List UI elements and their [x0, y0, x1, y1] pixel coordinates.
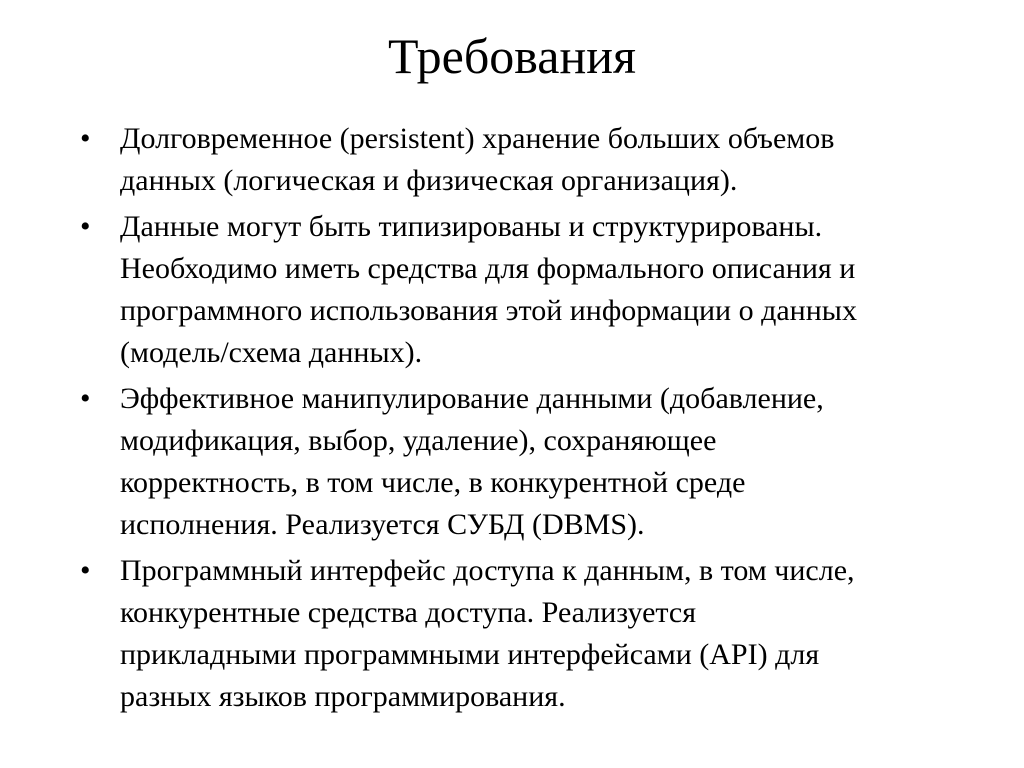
- bullet-icon: •: [80, 554, 91, 587]
- bullet-text: Данные могут быть типизированы и структурированы. Необходимо иметь средства для формального описания и программного использования этой информации о данных (модель/схема данных).: [120, 210, 857, 369]
- bullet-item: [80, 206, 980, 374]
- bullet-list: [80, 118, 980, 722]
- slide-title: Требования: [388, 28, 636, 84]
- bullet-icon: •: [80, 122, 91, 155]
- bullet-icon: •: [80, 210, 91, 243]
- bullet-text: Эффективное манипулирование данными (добавление, модификация, выбор, удаление), сохраняющее корректность, в том числе, в конкурентной среде исполнения. Реализуется СУБД (DBMS).: [120, 382, 824, 541]
- bullet-text: Программный интерфейс доступа к данным, в том числе, конкурентные средства доступа. Реализуется прикладными программными интерфейсами (API) для разных языков программирования.: [120, 554, 855, 713]
- bullet-text: Долговременное (persistent) хранение больших объемов данных (логическая и физическая организация).: [120, 122, 835, 197]
- bullet-item: [80, 378, 980, 546]
- bullet-item: [80, 550, 980, 718]
- bullet-item: [80, 118, 980, 202]
- bullet-icon: •: [80, 382, 91, 415]
